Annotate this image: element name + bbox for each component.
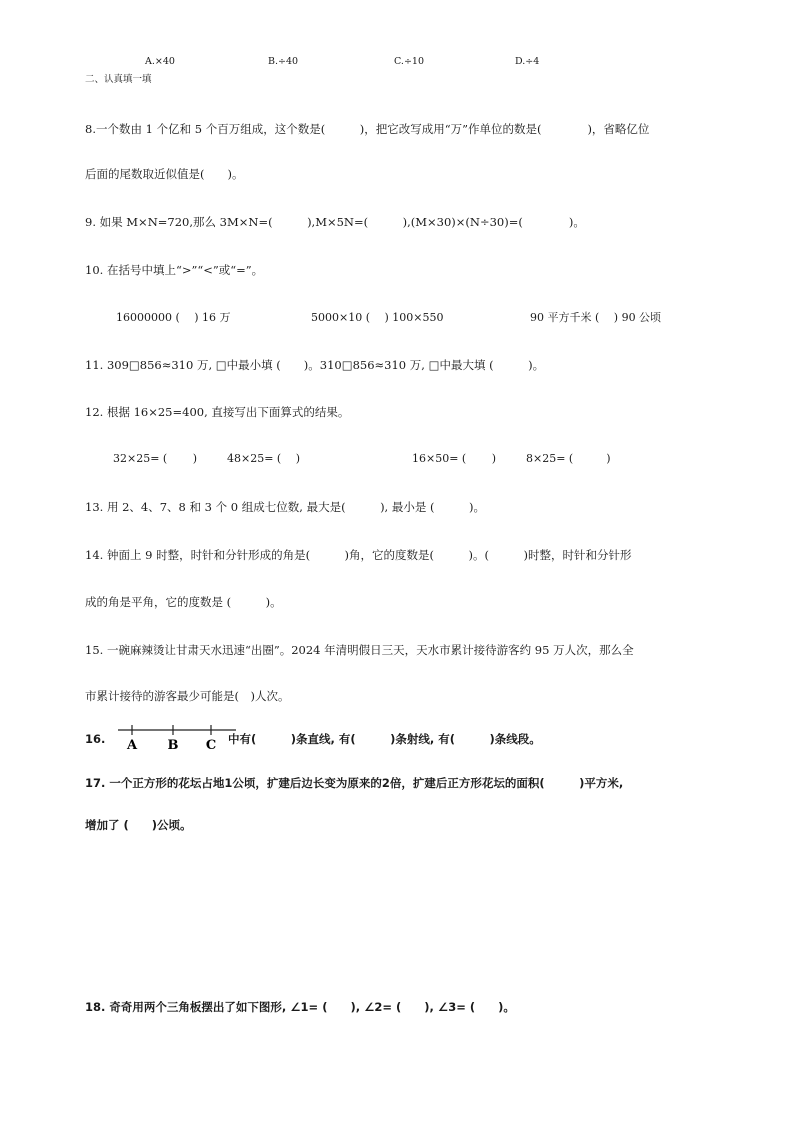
- question-13: 13. 用 2、4、7、8 和 3 个 0 组成七位数, 最大是( ), 最小是 ( )。: [85, 500, 485, 514]
- option-b: B.÷40: [268, 56, 299, 67]
- question-12-item-1: 32×25= ( ): [113, 452, 198, 465]
- question-12-item-3: 16×50= ( ): [412, 452, 497, 465]
- question-8-line-2: 后面的尾数取近似值是( )。: [85, 167, 244, 181]
- question-12-item-4: 8×25= ( ): [526, 452, 611, 465]
- question-12-prompt: 12. 根据 16×25=400, 直接写出下面算式的结果。: [85, 405, 350, 419]
- question-15-line-2: 市累计接待的游客最少可能是( )人次。: [85, 689, 290, 703]
- question-14-line-2: 成的角是平角，它的度数是 ( )。: [85, 595, 282, 609]
- question-16-number: 16.: [85, 732, 106, 746]
- label-a: A: [126, 738, 138, 752]
- question-14-line-1: 14. 钟面上 9 时整，时针和分针形成的角是( )角，它的度数是( )。( )时整，时针和分针形: [85, 548, 632, 562]
- option-d: D.÷4: [515, 56, 540, 67]
- option-c: C.÷10: [394, 56, 424, 67]
- option-a: A.×40: [145, 56, 175, 67]
- question-11: 11. 309□856≈310 万, □中最小填 ( )。310□856≈310 万, □中最大填 ( )。: [85, 358, 545, 372]
- line-segment-figure: [112, 722, 242, 752]
- question-8-line-1: 8.一个数由 1 个亿和 5 个百万组成，这个数是( )，把它改写成用“万”作单位的数是( )，省略亿位: [85, 122, 650, 136]
- question-17-line-1: 17. 一个正方形的花坛占地1公顷，扩建后边长变为原来的2倍，扩建后正方形花坛的面积( )平方米,: [85, 776, 624, 790]
- question-10-item-1: 16000000 ( ) 16 万: [116, 311, 231, 324]
- question-17-line-2: 增加了 ( )公顷。: [85, 818, 192, 832]
- question-18: 18. 奇奇用两个三角板摆出了如下图形, ∠1= ( ), ∠2= ( ), ∠3= ( )。: [85, 1000, 515, 1014]
- question-10-prompt: 10. 在括号中填上“>”“<”或“=”。: [85, 263, 264, 277]
- question-10-item-2: 5000×10 ( ) 100×550: [311, 311, 444, 324]
- question-15-line-1: 15. 一碗麻辣烫让甘肃天水迅速“出圈”。2024 年清明假日三天，天水市累计接待游客约 95 万人次，那么全: [85, 643, 634, 657]
- label-c: C: [205, 738, 217, 752]
- question-12-item-2: 48×25= ( ): [227, 452, 301, 465]
- question-16-text: 中有( )条直线, 有( )条射线, 有( )条线段。: [228, 732, 541, 746]
- label-b: B: [167, 738, 179, 752]
- question-10-item-3: 90 平方千米 ( ) 90 公顷: [530, 311, 662, 324]
- question-9: 9. 如果 M×N=720,那么 3M×N=( ),M×5N=( ),(M×30)×(N÷30)=( )。: [85, 215, 585, 229]
- section-heading: 二、认真填一填: [85, 74, 152, 85]
